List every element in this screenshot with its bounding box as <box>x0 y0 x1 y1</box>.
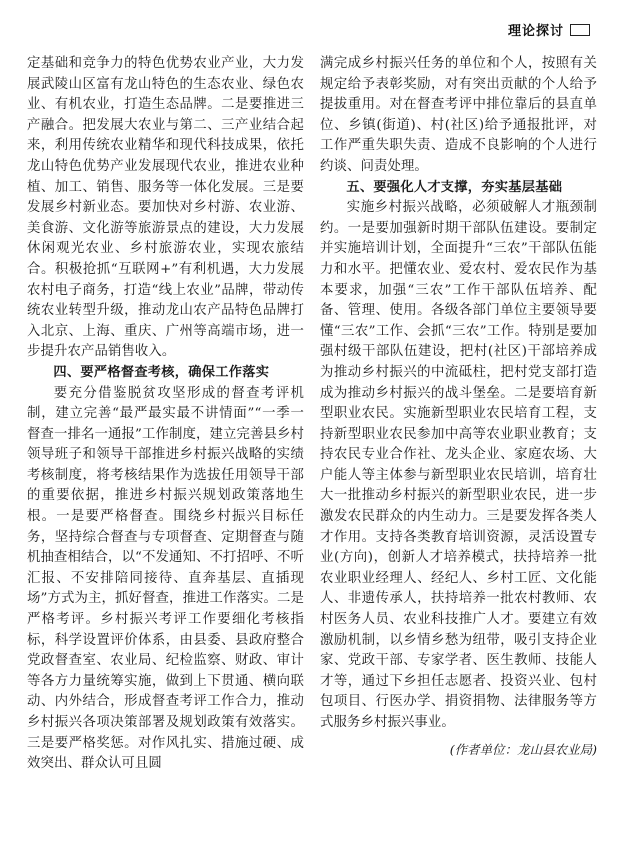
right-column <box>320 54 597 775</box>
author-affiliation: (作者单位：龙山县农业局) <box>449 741 597 757</box>
paragraph: 要充分借鉴脱贫攻坚形成的督查考评机制，建立完善“最严最实最不讲情面”“一季一督查一排名一通报”工作制度，建立完善县乡村领导班子和领导干部推进乡村振兴战略的实绩考核制度，将考核结果作为选拔任用领导干部的重要依据，推进乡村振兴规划政策落地生根。一是要严格督查。围绕乡村振兴目标任务，坚持综合督查与专项督查、定期督查与随机抽查相结合，以“不发通知、不打招呼、不听汇报、不安排陪同接待、直奔基层、直插现场”方式为主，抓好督查，推进工作落实。二是严格考评。乡村振兴考评工作要细化考核指标，科学设置评价体系，由县委、县政府整合党政督查室、农业局、纪检监察、财政、审计等各方力量统筹实施，做到上下贯通、横向联动、内外结合，形成督查考评工作合力，推动乡村振兴各项决策部署及规划政策有效落实。三是要严格奖惩。对作风扎实、措施过硬、成效突出、群众认可且圆 <box>27 385 304 772</box>
left-column <box>27 54 304 775</box>
section-heading: 四、要严格督查考核，确保工作落实 <box>53 364 270 380</box>
section-heading: 五、要强化人才支撑，夯实基层基础 <box>346 179 563 195</box>
section-marker-box <box>570 24 590 36</box>
article-body <box>27 54 597 775</box>
section-title: 理论探讨 <box>507 24 564 39</box>
page-header <box>508 20 590 39</box>
paragraph: 实施乡村振兴战略，必须破解人才瓶颈制约。一是要加强新时期干部队伍建设。要制定并实施培训计划，全面提升“三农”干部队伍能力和水平。把懂农业、爱农村、爱农民作为基本要求，加强“三农”工作干部队伍培养、配备、管理、使用。各级各部门单位主要领导要懂“三农”工作、会抓“三农”工作。特别是要加强村级干部队伍建设，把村(社区)干部培养成为推动乡村振兴的中流砥柱，把村党支部打造成为推动乡村振兴的战斗堡垒。二是要培育新型职业农民。实施新型职业农民培育工程，支持新型职业农民参加中高等农业职业教育；支持农民专业合作社、龙头企业、家庭农场、大户能人等主体参与新型职业农民培训，培育壮大一批推动乡村振兴的新型职业农民，进一步激发农民群众的内生动力。三是要发挥各类人才作用。支持各类教育培训资源，灵活设置专业(方向)，创新人才培养模式，扶持培养一批农业职业经理人、经纪人、乡村工匠、文化能人、非遗传承人，扶持培养一批农村教师、农村医务人员、农业科技推广人才。要建立有效激励机制，以乡情乡愁为纽带，吸引支持企业家、党政干部、专家学者、医生教师、技能人才等，通过下乡担任志愿者、投资兴业、包村包项目、行医办学、捐资捐物、法律服务等方式服务乡村振兴事业。 <box>320 200 597 730</box>
paragraph: 定基础和竞争力的特色优势农业产业，大力发展武陵山区富有龙山特色的生态农业、绿色农业、有机农业，打造生态品牌。二是要推进三产融合。把发展大农业与第二、三产业结合起来，利用传统农业精华和现代科技成果，依托龙山特色优势产业发展现代农业，推进农业种植、加工、销售、服务等一体化发展。三是要发展乡村新业态。要加快对乡村游、农业游、美食游、文化游等旅游景点的建设，大力发展休闲观光农业、乡村旅游农业，实现农旅结合。积极抢抓“互联网+”有利机遇，大力发展农村电子商务，打造“线上农业”品牌，带动传统农业转型升级，推动龙山农产品特色品牌打入北京、上海、重庆、广州等高端市场，进一步提升农产品销售收入。 <box>27 56 304 360</box>
paragraph: 满完成乡村振兴任务的单位和个人，按照有关规定给予表彰奖励，对有突出贡献的个人给予提拔重用。对在督查考评中排位靠后的县直单位、乡镇(街道)、村(社区)给予通报批评，对工作严重失职失责、造成不良影响的个人进行约谈、问责处理。 <box>320 56 597 174</box>
